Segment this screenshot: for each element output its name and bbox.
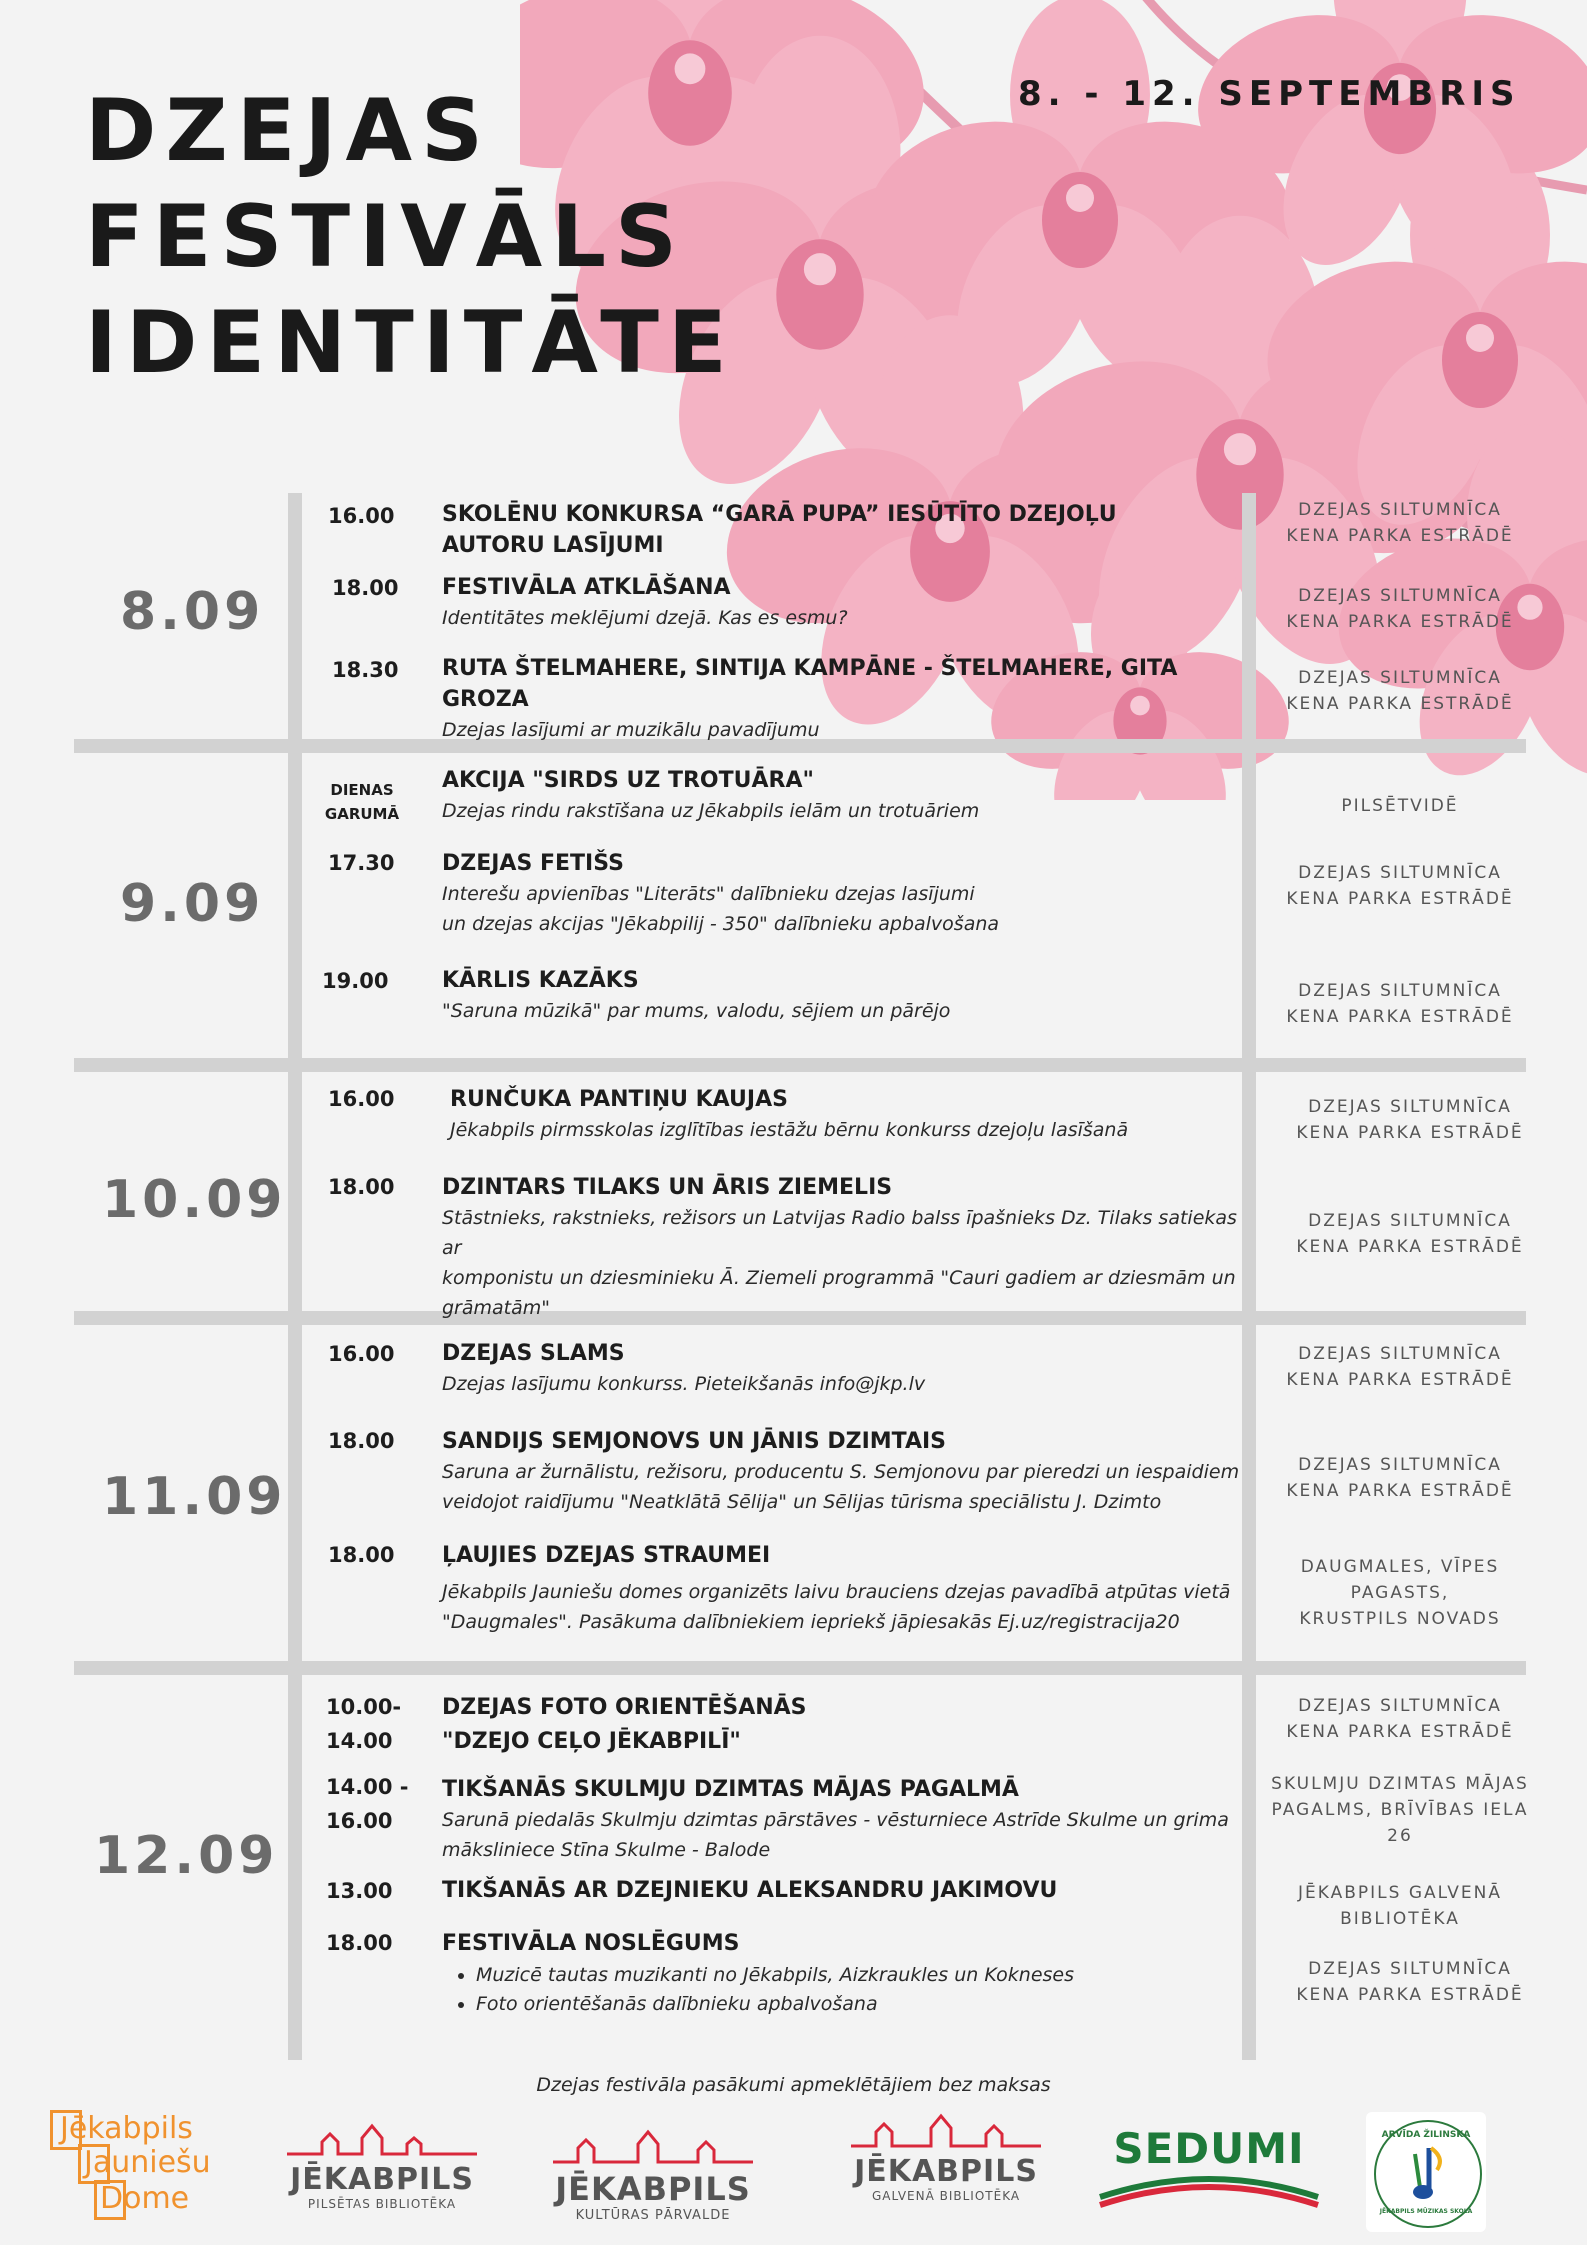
event-title: DZEJAS SLAMS — [442, 1341, 625, 1366]
location-line: DZEJAS SILTUMNĪCA — [1298, 1344, 1502, 1364]
title-line-2: FESTIVĀLS — [85, 187, 686, 287]
logo-name: JĒKABPILS — [854, 2154, 1038, 2189]
event-description: veidojot raidījumu "Neatklātā Sēlija" un Sēlijas tūrisma speciālistu J. Dzimto — [442, 1491, 1162, 1513]
location-line: PAGASTS, — [1350, 1583, 1450, 1603]
event-title: "DZEJO CEĻO JĒKABPILĪ" — [442, 1729, 741, 1754]
grid-vertical-right — [1242, 493, 1256, 2060]
location-line: PAGALMS, BRĪVĪBAS IELA — [1271, 1800, 1529, 1820]
event-description: komponistu un dziesminieku Ā. Ziemeli programmā "Cauri gadiem ar dziesmām un — [442, 1267, 1236, 1289]
location-line: KENA PARKA ESTRĀDĒ — [1296, 1985, 1524, 2005]
event-description: Dzejas rindu rakstīšana uz Jēkabpils ielām un trotuāriem — [442, 800, 980, 822]
day-date: 11.09 — [102, 1467, 287, 1527]
festival-title — [85, 81, 736, 393]
location-line: DAUGMALES, VĪPES — [1300, 1557, 1500, 1577]
festival-dates: 8. - 12. SEPTEMBRIS — [1018, 74, 1521, 114]
event-description: Dzejas lasījumi ar muzikālu pavadījumu — [442, 719, 820, 741]
location-line: 26 — [1387, 1826, 1413, 1846]
location-line: DZEJAS SILTUMNĪCA — [1298, 981, 1502, 1001]
event-time — [326, 1690, 401, 1758]
logo-subtitle: KULTŪRAS PĀRVALDE — [575, 2208, 731, 2223]
location-line: SKULMJU DZIMTAS MĀJAS — [1271, 1774, 1529, 1794]
event-location — [1255, 1880, 1545, 1932]
event-title: DZEJAS FOTO ORIENTĒŠANĀS — [442, 1695, 807, 1720]
location-line: KENA PARKA ESTRĀDĒ — [1286, 889, 1514, 909]
title-line-1: DZEJAS — [85, 81, 492, 181]
event-location — [1255, 1693, 1545, 1745]
skyline-icon — [548, 2126, 758, 2166]
bullet-item: • Muzicē tautas muzikanti no Jēkabpils, Aizkraukles un Kokneses — [476, 1961, 1312, 1990]
location-line: KENA PARKA ESTRĀDĒ — [1296, 1237, 1524, 1257]
event-location — [1265, 1208, 1555, 1260]
time-line: 10.00- — [326, 1695, 402, 1719]
location-line: KENA PARKA ESTRĀDĒ — [1286, 526, 1514, 546]
event-location — [1255, 497, 1545, 549]
location-line: KENA PARKA ESTRĀDĒ — [1286, 612, 1514, 632]
location-line: KENA PARKA ESTRĀDĒ — [1286, 1370, 1514, 1390]
event-description: māksliniece Stīna Skulme - Balode — [442, 1839, 771, 1861]
location-line: BIBLIOTĒKA — [1340, 1909, 1460, 1929]
jekabpils-jauniesu-dome-logo — [48, 2110, 228, 2220]
event-title: RUTA ŠTELMAHERE, SINTIJA KAMPĀNE - ŠTELMAHERE, GITA GROZA — [442, 656, 1178, 712]
location-line: KENA PARKA ESTRĀDĒ — [1286, 1007, 1514, 1027]
logo-text-line: ARVĪDA ŽILINSKA — [1381, 2130, 1471, 2140]
skyline-icon — [282, 2118, 482, 2158]
event-title: SANDIJS SEMJONOVS UN JĀNIS DZIMTAIS — [442, 1429, 947, 1454]
event-time: 18.00 — [328, 1175, 395, 1199]
time-line: 14.00 — [326, 1729, 393, 1753]
logo-name: JĒKABPILS — [555, 2170, 751, 2208]
event-item — [450, 1084, 1320, 1145]
time-line: 16.00 — [326, 1809, 393, 1833]
event-time: 19.00 — [322, 969, 389, 993]
bullet-item: • Foto orientēšanās dalībnieku apbalvošana — [476, 1990, 1312, 2019]
event-item — [442, 1875, 1312, 1906]
location-line: KENA PARKA ESTRĀDĒ — [1286, 1722, 1514, 1742]
jekabpils-pilsetas-biblioteka-logo — [282, 2118, 482, 2218]
location-line: DZEJAS SILTUMNĪCA — [1298, 500, 1502, 520]
event-title: ĻAUJIES DZEJAS STRAUMEI — [442, 1543, 771, 1568]
event-location — [1255, 1771, 1545, 1849]
event-item — [442, 765, 1312, 826]
location-line: DZEJAS SILTUMNĪCA — [1308, 1097, 1512, 1117]
location-line: KENA PARKA ESTRĀDĒ — [1286, 694, 1514, 714]
event-bullet-list — [442, 1961, 1312, 2019]
time-line: DIENAS — [330, 781, 394, 799]
logo-name: SEDUMI — [1113, 2124, 1305, 2173]
event-item — [442, 653, 1232, 745]
music-note-icon — [1401, 2144, 1451, 2204]
event-location — [1255, 583, 1545, 635]
event-location — [1255, 1452, 1545, 1504]
time-line: 14.00 - — [326, 1775, 409, 1799]
event-time: 13.00 — [326, 1879, 393, 1903]
event-description: Saruna ar žurnālistu, režisoru, producentu S. Semjonovu par pieredzi un iespaidiem — [442, 1461, 1240, 1483]
event-item — [442, 1338, 1312, 1399]
event-description: "Daugmales". Pasākuma dalībniekiem iepriekš jāpiesakās Ej.uz/registracija20 — [442, 1611, 1180, 1633]
stripes-icon — [1096, 2173, 1322, 2213]
event-description: Dzejas lasījumu konkurss. Pieteikšanās info@jkp.lv — [442, 1373, 926, 1395]
event-item — [442, 1692, 1312, 1757]
location-line: DZEJAS SILTUMNĪCA — [1298, 668, 1502, 688]
logo-subtitle: PILSĒTAS BIBLIOTĒKA — [307, 2197, 457, 2211]
logo-text-line: Dome — [100, 2181, 190, 2216]
location-line: DZEJAS SILTUMNĪCA — [1298, 1455, 1502, 1475]
event-location — [1255, 860, 1545, 912]
event-title: TIKŠANĀS SKULMJU DZIMTAS MĀJAS PAGALMĀ — [442, 1777, 1019, 1802]
logo-text-line: JĒKABPILS MŪZIKAS SKOLA — [1379, 2208, 1473, 2215]
event-time: 16.00 — [328, 1342, 395, 1366]
event-item — [442, 1928, 1312, 2019]
event-title: RUNČUKA PANTIŅU KAUJAS — [450, 1087, 788, 1112]
location-line: DZEJAS SILTUMNĪCA — [1308, 1959, 1512, 1979]
location-line: DZEJAS SILTUMNĪCA — [1308, 1211, 1512, 1231]
event-time: 18.00 — [328, 1543, 395, 1567]
event-time — [322, 778, 402, 826]
location-line: DZEJAS SILTUMNĪCA — [1298, 1696, 1502, 1716]
event-time — [326, 1770, 408, 1838]
event-item — [442, 499, 1312, 561]
event-time: 16.00 — [328, 1087, 395, 1111]
day-date: 10.09 — [102, 1170, 287, 1230]
event-location — [1255, 1341, 1545, 1393]
event-time: 18.00 — [326, 1931, 393, 1955]
jekabpils-galvena-biblioteka-logo — [846, 2110, 1046, 2210]
day-date: 9.09 — [120, 874, 265, 934]
event-location — [1255, 978, 1545, 1030]
event-item — [442, 1774, 1242, 1865]
day-date: 12.09 — [94, 1826, 279, 1886]
event-time: 18.00 — [332, 576, 399, 600]
event-item — [442, 848, 1312, 939]
muzikas-skola-logo — [1366, 2112, 1486, 2232]
event-description: grāmatām" — [442, 1297, 551, 1319]
location-line: KENA PARKA ESTRĀDĒ — [1296, 1123, 1524, 1143]
event-time: 18.30 — [332, 658, 399, 682]
event-location — [1255, 665, 1545, 717]
jekabpils-kulturas-parvalde-logo — [548, 2126, 758, 2226]
event-location — [1255, 1554, 1545, 1632]
event-item — [442, 1540, 1312, 1637]
event-description: un dzejas akcijas "Jēkabpilij - 350" dalībnieku apbalvošana — [442, 913, 1000, 935]
event-title: DZEJAS FETIŠS — [442, 851, 624, 876]
logo-name: JĒKABPILS — [290, 2162, 474, 2197]
location-line: PILSĒTVIDĒ — [1341, 796, 1459, 816]
event-location — [1265, 1956, 1555, 2008]
event-item — [442, 572, 1312, 633]
event-time: 18.00 — [328, 1429, 395, 1453]
time-line: GARUMĀ — [324, 805, 400, 823]
event-description: Identitātes meklējumi dzejā. Kas es esmu? — [442, 607, 848, 629]
event-item — [442, 1426, 1312, 1517]
location-line: JĒKABPILS GALVENĀ — [1298, 1883, 1502, 1903]
location-line: DZEJAS SILTUMNĪCA — [1298, 586, 1502, 606]
event-description: Jēkabpils Jauniešu domes organizēts laivu brauciens dzejas pavadībā atpūtas vietā — [442, 1581, 1231, 1603]
event-title: AUTORU LASĪJUMI — [442, 533, 664, 558]
event-title: KĀRLIS KAZĀKS — [442, 968, 639, 993]
event-item — [442, 965, 1312, 1026]
event-time: 17.30 — [328, 851, 395, 875]
skyline-icon — [846, 2110, 1046, 2150]
location-line: KRUSTPILS NOVADS — [1299, 1609, 1501, 1629]
free-entry-note: Dzejas festivāla pasākumi apmeklētājiem bez maksas — [536, 2074, 1051, 2096]
event-title: DZINTARS TILAKS UN ĀRIS ZIEMELIS — [442, 1175, 893, 1200]
grid-vertical-left — [288, 493, 302, 2060]
event-title: AKCIJA "SIRDS UZ TROTUĀRA" — [442, 768, 814, 793]
event-location — [1255, 793, 1545, 819]
event-description: Jēkabpils pirmsskolas izglītības iestāžu bērnu konkurss dzejoļu lasīšanā — [450, 1119, 1129, 1141]
event-description: Sarunā piedalās Skulmju dzimtas pārstāves - vēsturniece Astrīde Skulme un grima — [442, 1809, 1229, 1831]
logo-text-line: Jēkabpils — [60, 2111, 193, 2146]
event-location — [1265, 1094, 1555, 1146]
day-date: 8.09 — [120, 582, 265, 642]
event-title: FESTIVĀLA NOSLĒGUMS — [442, 1931, 740, 1956]
location-line: DZEJAS SILTUMNĪCA — [1298, 863, 1502, 883]
event-item — [442, 1172, 1242, 1323]
event-time: 16.00 — [328, 504, 395, 528]
event-title: SKOLĒNU KONKURSA “GARĀ PUPA” IESŪTĪTO DZEJOĻU — [442, 502, 1117, 527]
logo-subtitle: GALVENĀ BIBLIOTĒKA — [871, 2189, 1021, 2203]
sedumi-logo — [1096, 2124, 1322, 2214]
title-line-3: IDENTITĀTE — [85, 293, 736, 393]
event-description: "Saruna mūzikā" par mums, valodu, sējiem un pārējo — [442, 1000, 951, 1022]
event-description: Stāstnieks, rakstnieks, režisors un Latvijas Radio balss īpašnieks Dz. Tilaks satiekas ar — [442, 1207, 1237, 1259]
location-line: KENA PARKA ESTRĀDĒ — [1286, 1481, 1514, 1501]
logo-text-line: Jauniešu — [84, 2145, 211, 2180]
event-title: TIKŠANĀS AR DZEJNIEKU ALEKSANDRU JAKIMOVU — [442, 1878, 1058, 1903]
event-description: Interešu apvienības "Literāts" dalībnieku dzejas lasījumi — [442, 883, 975, 905]
grid-divider — [74, 1661, 1526, 1675]
grid-divider — [74, 1058, 1526, 1072]
event-title: FESTIVĀLA ATKLĀŠANA — [442, 575, 731, 600]
